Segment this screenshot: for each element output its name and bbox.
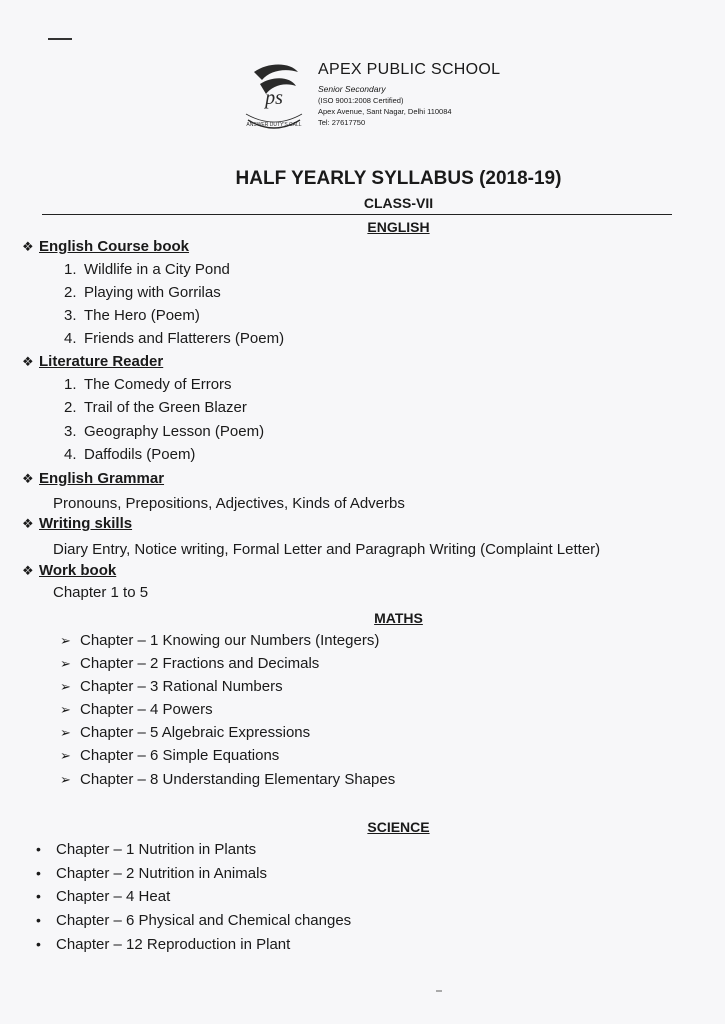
- item-number: 4.: [64, 330, 77, 347]
- title-text: HALF YEARLY SYLLABUS (2018-19): [235, 168, 562, 189]
- document-title: [0, 168, 725, 190]
- list-item: [60, 701, 213, 718]
- item-text: Geography Lesson (Poem): [84, 423, 265, 440]
- bullet-icon: •: [36, 865, 41, 881]
- list-item: [60, 771, 395, 788]
- section-label: Writing skills: [39, 515, 133, 532]
- item-text: Playing with Gorrilas: [84, 284, 221, 301]
- class-text: CLASS-VII: [363, 195, 434, 211]
- list-item: [64, 284, 221, 301]
- school-tel: Tel: 27617750: [318, 118, 366, 127]
- school-level: Senior Secondary: [318, 84, 386, 94]
- grammar-topics: Pronouns, Prepositions, Adjectives, Kinds of Adverbs: [53, 495, 405, 512]
- bullet-icon: •: [36, 936, 41, 952]
- diamond-bullet-icon: ❖: [22, 239, 34, 254]
- section-writing-skills: [22, 515, 132, 532]
- bullet-icon: •: [36, 912, 41, 928]
- item-text: Friends and Flatterers (Poem): [84, 330, 285, 347]
- item-text: Chapter – 12 Reproduction in Plant: [56, 936, 291, 953]
- item-text: Chapter – 8 Understanding Elementary Shapes: [80, 771, 396, 788]
- section-grammar: [22, 470, 164, 487]
- svg-text:ps: ps: [265, 87, 283, 109]
- list-item: [64, 376, 232, 393]
- arrow-bullet-icon: ➢: [60, 748, 71, 763]
- item-text: Chapter – 4 Powers: [80, 701, 213, 718]
- section-course-book: [22, 238, 189, 255]
- stray-mark: [436, 990, 442, 992]
- section-label: Literature Reader: [39, 353, 164, 370]
- item-text: Chapter – 4 Heat: [56, 888, 171, 905]
- list-item: [36, 936, 290, 953]
- item-number: 1.: [64, 376, 77, 393]
- list-item: [64, 399, 247, 416]
- english-heading: [0, 219, 725, 235]
- list-item: [36, 865, 267, 882]
- list-item: [36, 841, 256, 858]
- arrow-bullet-icon: ➢: [60, 656, 71, 671]
- list-item: [60, 678, 283, 695]
- bullet-icon: •: [36, 888, 41, 904]
- item-text: Chapter – 2 Fractions and Decimals: [80, 655, 320, 672]
- list-item: [64, 446, 195, 463]
- school-address: Apex Avenue, Sant Nagar, Delhi 110084: [318, 107, 452, 116]
- item-number: 1.: [64, 261, 77, 278]
- item-number: 3.: [64, 423, 77, 440]
- list-item: [64, 261, 230, 278]
- workbook-chapters: Chapter 1 to 5: [53, 584, 149, 601]
- item-text: Trail of the Green Blazer: [84, 399, 247, 416]
- section-literature-reader: [22, 353, 163, 370]
- item-text: Chapter – 1 Nutrition in Plants: [56, 841, 257, 858]
- science-heading: [0, 819, 725, 835]
- list-item: [64, 330, 284, 347]
- school-iso: (ISO 9001:2008 Certified): [318, 96, 404, 105]
- item-text: Chapter – 6 Physical and Chemical changes: [56, 912, 352, 929]
- list-item: [60, 655, 319, 672]
- list-item: [64, 307, 200, 324]
- maths-heading-text: MATHS: [374, 610, 423, 626]
- arrow-bullet-icon: ➢: [60, 702, 71, 717]
- logo-motto: ANSWER DUTY'S CALL: [246, 122, 302, 128]
- item-text: Chapter – 2 Nutrition in Animals: [56, 865, 267, 882]
- school-name: APEX PUBLIC SCHOOL: [318, 61, 501, 78]
- section-label: English Grammar: [39, 470, 165, 487]
- list-item: [36, 912, 351, 929]
- item-number: 4.: [64, 446, 77, 463]
- item-number: 2.: [64, 284, 77, 301]
- diamond-bullet-icon: ❖: [22, 516, 34, 531]
- item-text: Chapter – 5 Algebraic Expressions: [80, 724, 311, 741]
- item-number: 2.: [64, 399, 77, 416]
- diamond-bullet-icon: ❖: [22, 354, 34, 369]
- list-item: [60, 724, 310, 741]
- maths-heading: [0, 610, 725, 626]
- arrow-bullet-icon: ➢: [60, 725, 71, 740]
- item-text: Chapter – 3 Rational Numbers: [80, 678, 283, 695]
- list-item: [60, 747, 279, 764]
- school-logo: [240, 58, 308, 138]
- item-text: The Hero (Poem): [84, 307, 200, 324]
- item-text: Wildlife in a City Pond: [84, 261, 230, 278]
- arrow-bullet-icon: ➢: [60, 772, 71, 787]
- list-item: [36, 888, 170, 905]
- diamond-bullet-icon: ❖: [22, 563, 34, 578]
- science-heading-text: SCIENCE: [367, 819, 430, 835]
- school-info: [318, 60, 500, 128]
- item-number: 3.: [64, 307, 77, 324]
- item-text: Daffodils (Poem): [84, 446, 196, 463]
- section-label: Work book: [39, 562, 117, 579]
- item-text: Chapter – 6 Simple Equations: [80, 747, 280, 764]
- section-work-book: [22, 562, 116, 579]
- class-label: [0, 195, 725, 211]
- english-heading-text: ENGLISH: [367, 219, 430, 235]
- item-text: The Comedy of Errors: [84, 376, 232, 393]
- arrow-bullet-icon: ➢: [60, 679, 71, 694]
- section-label: English Course book: [39, 238, 190, 255]
- header-divider: [42, 214, 672, 215]
- item-text: Chapter – 1 Knowing our Numbers (Integers): [80, 632, 380, 649]
- writing-topics: Diary Entry, Notice writing, Formal Letter and Paragraph Writing (Complaint Letter): [53, 541, 601, 558]
- diamond-bullet-icon: ❖: [22, 471, 34, 486]
- bullet-icon: •: [36, 841, 41, 857]
- arrow-bullet-icon: ➢: [60, 633, 71, 648]
- list-item: [60, 632, 379, 649]
- pen-mark: [48, 38, 72, 40]
- list-item: [64, 423, 264, 440]
